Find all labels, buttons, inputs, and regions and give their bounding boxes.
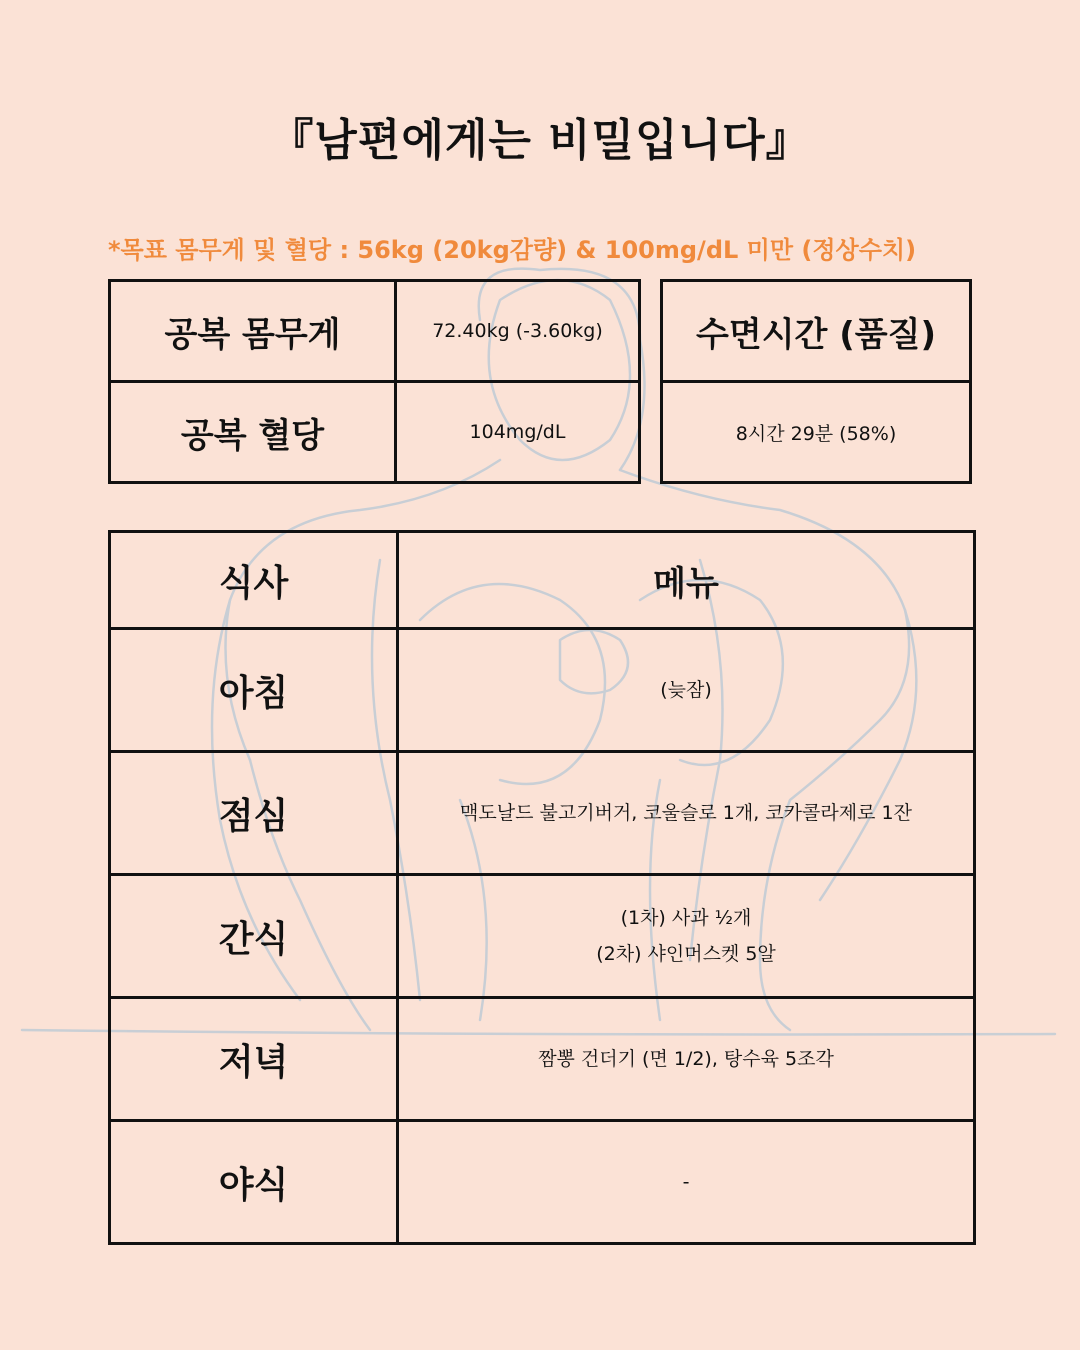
weight-value: 72.40kg (-3.60kg) [396,281,640,382]
menu-column-header: 메뉴 [398,532,975,629]
stats-table [108,279,641,484]
page-title: 『남편에게는 비밀입니다』 [269,115,811,166]
sleep-value-row [662,382,971,483]
glucose-label: 공복 혈당 [110,382,396,483]
sleep-table [660,279,972,484]
meal-name-lunch: 점심 [110,752,398,875]
meals-table [108,530,976,1245]
meal-name-breakfast: 아침 [110,629,398,752]
weight-row [110,281,640,382]
weight-label: 공복 몸무게 [110,281,396,382]
table-row [110,752,975,875]
table-row [110,998,975,1121]
glucose-row [110,382,640,483]
table-row [110,875,975,998]
sleep-value: 8시간 29분 (58%) [662,382,971,483]
menu-late-snack [398,1121,975,1244]
meals-header-row [110,532,975,629]
table-row [110,629,975,752]
menu-line: 짬뽕 건더기 (면 1/2), 탕수육 5조각 [538,1048,834,1070]
meal-name-snack: 간식 [110,875,398,998]
meal-name-dinner: 저녁 [110,998,398,1121]
table-row [110,1121,975,1244]
menu-line: (2차) 샤인머스켓 5알 [596,943,776,965]
menu-dinner [398,998,975,1121]
goal-text: *목표 몸무게 및 혈당 : 56kg (20kg감량) & 100mg/dL 미만 (정상수치) [108,236,917,264]
meal-name-late-snack: 야식 [110,1121,398,1244]
glucose-value: 104mg/dL [396,382,640,483]
meal-column-header: 식사 [110,532,398,629]
menu-lunch [398,752,975,875]
menu-line: - [682,1171,690,1193]
menu-line: (늦잠) [660,679,712,701]
menu-breakfast [398,629,975,752]
menu-snack [398,875,975,998]
sleep-header: 수면시간 (품질) [662,281,971,382]
menu-line: (1차) 사과 ½개 [620,907,752,929]
menu-line: 맥도날드 불고기버거, 코울슬로 1개, 코카콜라제로 1잔 [460,802,912,824]
sleep-header-row [662,281,971,382]
